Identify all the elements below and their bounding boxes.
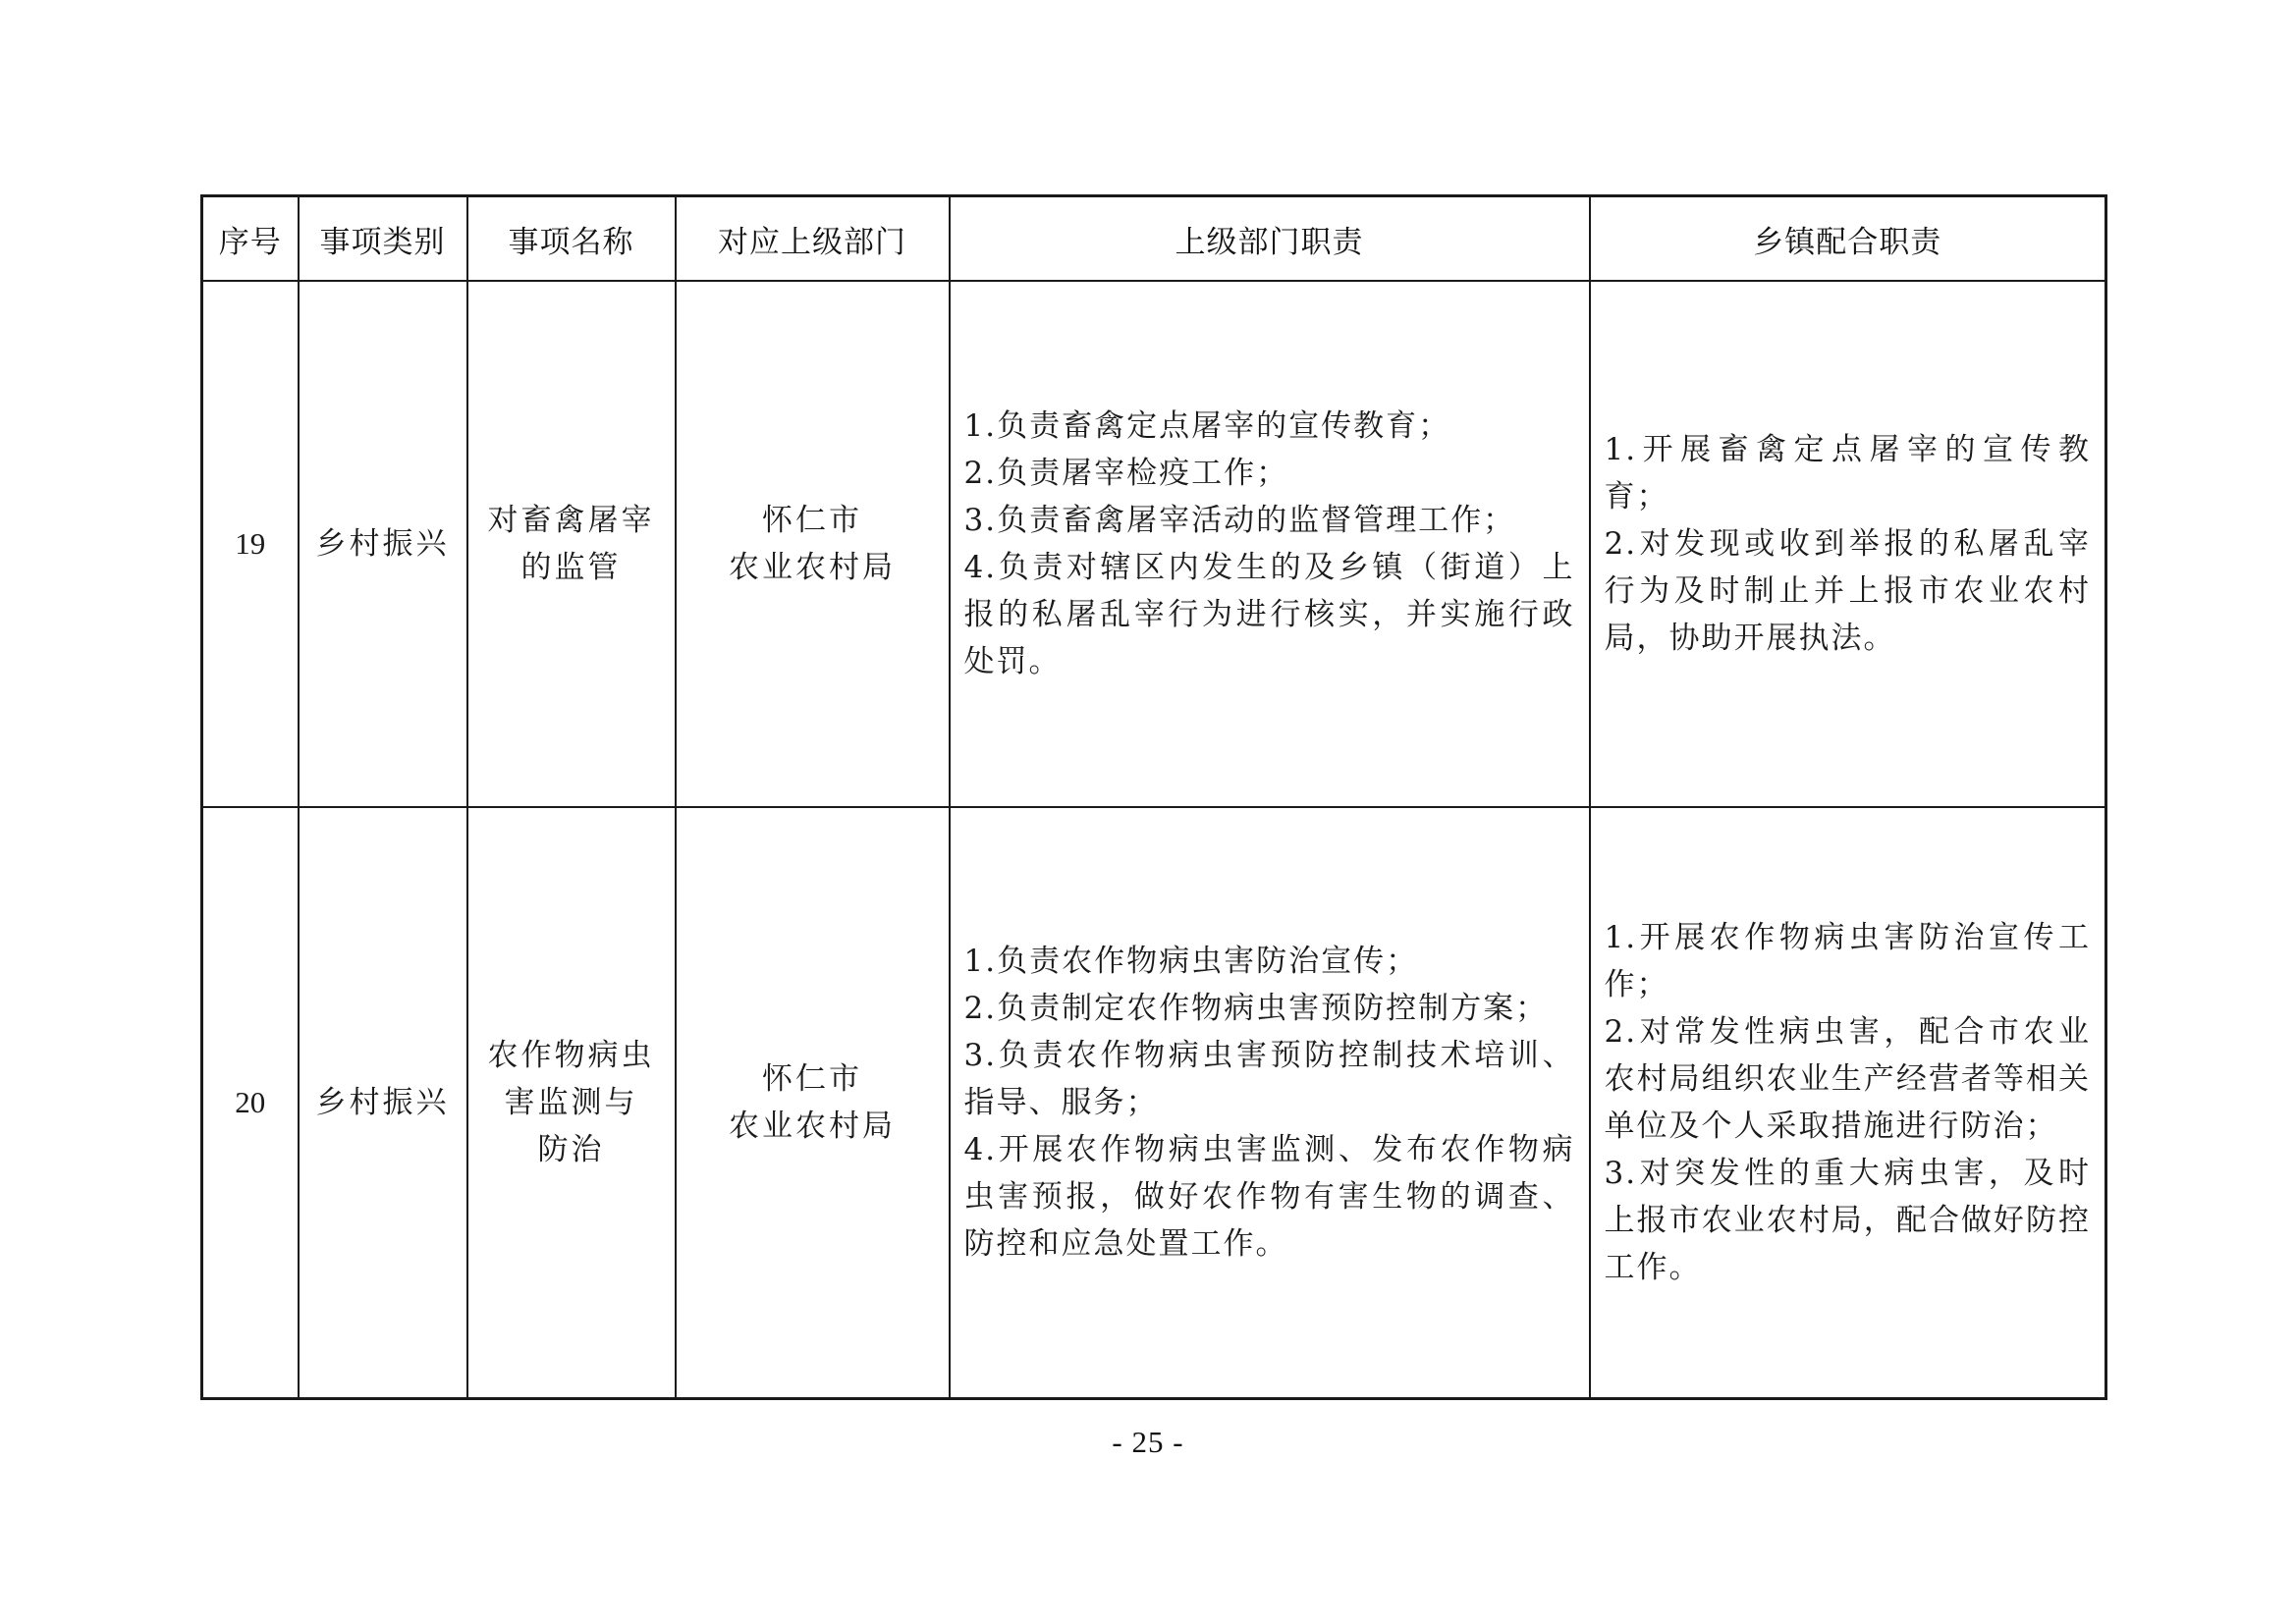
coop-item: 1.开展畜禽定点屠宰的宣传教育； bbox=[1604, 432, 2091, 514]
dept-line: 怀仁市 bbox=[762, 1061, 862, 1097]
table-row bbox=[202, 807, 2106, 1399]
coop-item: 1.开展农作物病虫害防治宣传工作； bbox=[1604, 920, 2091, 1002]
item-name-line: 对畜禽屠宰 bbox=[487, 503, 655, 538]
header-township-duties: 乡镇配合职责 bbox=[1590, 196, 2106, 282]
header-serial: 序号 bbox=[202, 196, 299, 282]
header-superior-duties: 上级部门职责 bbox=[950, 196, 1590, 282]
row-township-duties bbox=[1590, 281, 2106, 807]
header-superior-dept: 对应上级部门 bbox=[676, 196, 950, 282]
duty-item: 4.负责对辖区内发生的及乡镇（街道）上报的私屠乱宰行为进行核实，并实施行政处罚。 bbox=[963, 550, 1575, 679]
row-item-name bbox=[467, 281, 676, 807]
row-category: 乡村振兴 bbox=[299, 281, 467, 807]
row-item-name bbox=[467, 807, 676, 1399]
coop-item: 2.对常发性病虫害，配合市农业农村局组织农业生产经营者等相关单位及个人采取措施进行防治； bbox=[1604, 1014, 2091, 1144]
row-category: 乡村振兴 bbox=[299, 807, 467, 1399]
row-superior-duties bbox=[950, 281, 1590, 807]
item-name-line: 防治 bbox=[537, 1132, 605, 1167]
duty-item: 3.负责农作物病虫害预防控制技术培训、指导、服务； bbox=[963, 1038, 1575, 1120]
row-serial: 20 bbox=[202, 807, 299, 1399]
row-superior-dept bbox=[676, 807, 950, 1399]
row-serial: 19 bbox=[202, 281, 299, 807]
dept-line: 农业农村局 bbox=[729, 1109, 896, 1144]
coop-item: 3.对突发性的重大病虫害，及时上报市农业农村局，配合做好防控工作。 bbox=[1604, 1156, 2091, 1285]
duty-item: 4.开展农作物病虫害监测、发布农作物病虫害预报，做好农作物有害生物的调查、防控和应急处置工作。 bbox=[963, 1132, 1575, 1262]
duty-item: 2.负责屠宰检疫工作； bbox=[963, 456, 1289, 491]
item-name-line: 害监测与 bbox=[504, 1085, 638, 1120]
row-township-duties bbox=[1590, 807, 2106, 1399]
page-number: - 25 - bbox=[1112, 1425, 1184, 1459]
header-item-name: 事项名称 bbox=[467, 196, 676, 282]
item-name-line: 农作物病虫 bbox=[487, 1038, 655, 1073]
table-row bbox=[202, 281, 2106, 807]
header-category: 事项类别 bbox=[299, 196, 467, 282]
dept-line: 怀仁市 bbox=[762, 503, 862, 538]
table-header-row bbox=[202, 196, 2106, 282]
row-superior-duties bbox=[950, 807, 1590, 1399]
dept-line: 农业农村局 bbox=[729, 550, 896, 585]
duty-item: 2.负责制定农作物病虫害预防控制方案； bbox=[963, 991, 1549, 1026]
responsibility-table bbox=[200, 194, 2107, 1400]
duty-item: 1.负责农作物病虫害防治宣传； bbox=[963, 944, 1419, 979]
coop-item: 2.对发现或收到举报的私屠乱宰行为及时制止并上报市农业农村局，协助开展执法。 bbox=[1604, 526, 2091, 656]
duty-item: 1.负责畜禽定点屠宰的宣传教育； bbox=[963, 408, 1451, 444]
row-superior-dept bbox=[676, 281, 950, 807]
duty-item: 3.负责畜禽屠宰活动的监督管理工作； bbox=[963, 503, 1516, 538]
item-name-line: 的监管 bbox=[520, 550, 622, 585]
